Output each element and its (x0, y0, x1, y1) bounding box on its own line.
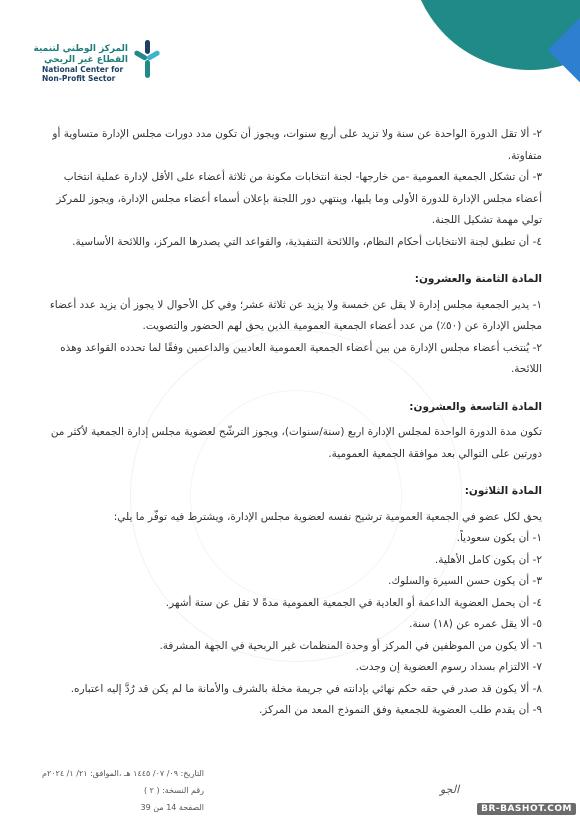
paragraph: تكون مدة الدورة الواحدة لمجلس الإدارة اربع (سنة/سنوات)، ويجوز الترشّح لعضوية مجلس إدارة الجمعية لأكثر من دورتين على التوالي بعد موافقة الجمعية العمومية. (50, 426, 542, 460)
section-article-29 (38, 397, 542, 466)
logo-english-text (42, 65, 123, 83)
list-item: ٢- ألا تقل الدورة الواحدة عن سنة ولا تزيد على أربع سنوات، ويجوز أن تكون مدد دورات مجلس الإدارة متساوية أو متفاوتة. (52, 128, 542, 162)
list-item: ٥- ألا يقل عمره عن (١٨) سنة. (409, 618, 542, 630)
list-item: ٣- أن يكون حسن السيرة والسلوك. (388, 575, 542, 587)
section-article-28 (38, 269, 542, 381)
logo-arabic-line-2: القطاع غير الربحي (44, 55, 128, 65)
section-article-30 (38, 481, 542, 722)
list-item: ٤- أن يحمل العضوية الداعمة أو العادية في الجمعية العمومية مدةً لا تقل عن ستة أشهر. (165, 596, 542, 609)
article-heading: المادة التاسعة والعشرون: (409, 400, 542, 413)
footer-version: رقم النسخة: ( ٢ ) (143, 786, 205, 795)
list-item: ٦- ألا يكون من الموظفين في المركز أو وحدة المنظمات غير الربحية في الجهة المشرفة. (159, 639, 542, 652)
list-item: ٧- الالتزام بسداد رسوم العضوية إن وجدت. (355, 661, 542, 673)
signature: الجو (440, 783, 460, 796)
corner-decoration-teal (410, 0, 580, 70)
list-item: ١- يدير الجمعية مجلس إدارة لا يقل عن خمسة ولا يزيد عن ثلاثة عشر؛ وفي كل الأحوال لا يجوز أن يزيد عدد أعضاء مجلس الإدارة عن (٥٠٪) من عدد أعضاء الجمعية العمومية الذين يحق لهم الحضور والتصويت. (49, 298, 542, 332)
article-heading: المادة الثلاثون: (464, 485, 542, 497)
footer-date: التاريخ: ٠٩/ ٠٧/ ١٤٤٥ هـ ،الموافق: ٢١/ ١/ ٢٠٢٤م (42, 769, 205, 778)
list-item: ٣- أن تشكل الجمعية العمومية -من خارجها- لجنة انتخابات مكونة من ثلاثة أعضاء على الأقل لإدارة عملية انتخاب أعضاء مجلس الإدارة للدورة الأولى وما يليها، وينتهي دور اللجنة بإعلان أسماء أعضاء مجلس الإدارة، ويجوز للمركز تولي مهمة تشكيل اللجنة. (56, 171, 542, 226)
section-continued-items (38, 124, 542, 253)
document-body (38, 124, 542, 726)
logo-mark-icon (134, 40, 160, 80)
footer-page-number: الصفحة 14 من 39 (140, 803, 205, 812)
article-heading: المادة الثامنة والعشرون: (414, 273, 542, 285)
site-watermark-label: BR-BASHOT.COM (477, 803, 576, 815)
logo-english-line-1: National Center for (42, 65, 124, 74)
paragraph: يحق لكل عضو في الجمعية العمومية ترشيح نفسه لعضوية مجلس الإدارة، ويشترط فيه توفّر ما يلي: (113, 510, 542, 523)
list-item: ٤- أن تطبق لجنة الانتخابات أحكام النظام، واللائحة التنفيذية، والقواعد التي يصدرها المركز، واللائحة الأساسية. (72, 235, 542, 248)
logo-arabic-text (34, 44, 128, 66)
list-item: ٢- يُنتخب أعضاء مجلس الإدارة من بين أعضاء الجمعية العمومية العاديين والداعمين وفقًا لما تحدده القواعد وهذه اللائحة. (60, 341, 542, 375)
logo-english-line-2: Non-Profit Sector (42, 74, 116, 83)
list-item: ٢- أن يكون كامل الأهلية. (434, 553, 542, 566)
list-item: ٨- ألا يكون قد صدر في حقه حكم نهائي بإدانته في جريمة مخلة بالشرف والأمانة ما لم يكن قد رُدَّ إليه اعتباره. (70, 682, 542, 695)
logo (33, 38, 162, 88)
page-footer (42, 765, 204, 816)
list-item: ٩- أن يقدم طلب العضوية للجمعية وفق النموذج المعد من المركز. (258, 704, 542, 716)
list-item: ١- أن يكون سعودياً. (456, 532, 542, 544)
logo-arabic-line-1: المركز الوطني لتنمية (33, 44, 128, 54)
